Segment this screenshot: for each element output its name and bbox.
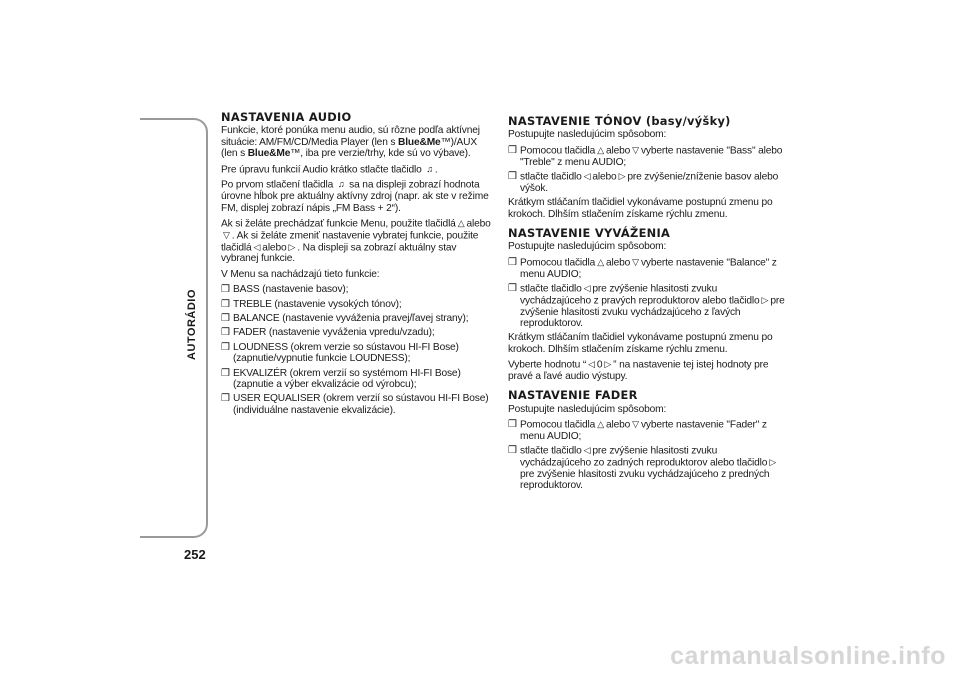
bullet-box-icon: ❒	[508, 256, 517, 268]
bullet-box-icon: ❒	[221, 341, 230, 353]
bullet-box-icon: ❒	[508, 445, 517, 457]
down-triangle-icon: ▽	[632, 419, 639, 430]
list-item: ❒ USER EQUALISER (okrem verzií so sústavou HI-FI Bose) (individuálne nastavenie ekvalizácie).	[221, 393, 489, 416]
list-item: ❒ EKVALIZÉR (okrem verzií so systémom HI-FI Bose) (zapnutie a výber ekvalizácie od výrobcu);	[221, 367, 461, 391]
heading-balance: NASTAVENIE VYVÁŽENIA	[508, 226, 671, 241]
music-note-icon: ♫	[337, 179, 345, 190]
list-item: ❒ stlačte tlačidlo ◁ pre zvýšenie hlasitosti zvuku vychádzajúceho z pravých reproduktorov alebo tlačidlo ▷ pre zvýšenie hlasitosti zvuku vychádzajúceho z ľavých reproduktorov.	[508, 283, 785, 330]
up-triangle-icon: △	[597, 144, 604, 155]
down-triangle-icon: ▽	[223, 229, 230, 240]
heading-audio-settings: NASTAVENIA AUDIO	[221, 110, 352, 124]
left-column	[221, 112, 496, 419]
up-triangle-icon: △	[597, 419, 604, 430]
list-item: ❒ FADER (nastavenie vyváženia vpredu/vzadu);	[221, 327, 435, 339]
paragraph-first-press: Po prvom stlačení tlačidla ♫ sa na displeji zobrazí hodnota úrovne hĺbok pre aktuálny aktívny zdroj (napr. ak ste v režime FM, displej zobrazí nápis „FM Bass + 2“).	[221, 179, 489, 214]
list-item: ❒ Pomocou tlačidla △ alebo ▽ vyberte nastavenie "Bass" alebo "Treble" z menu AUDIO;	[508, 144, 783, 168]
paragraph-note: Krátkym stláčaním tlačidiel vykonávame postupnú zmenu po krokoch. Dlhším stlačením získame rýchlu zmenu.	[508, 332, 773, 355]
list-item: ❒ stlačte tlačidlo ◁ pre zvýšenie hlasitosti zvuku vychádzajúceho zo zadných reproduktorov alebo tlačidlo ▷pre zvýšenie hlasitosti zvuku vychádzajúceho z predných reproduktorov.	[508, 445, 777, 492]
music-note-icon: ♫	[426, 163, 433, 174]
left-triangle-icon: ◁	[583, 445, 591, 456]
paragraph-press-button: Pre úpravu funkcií Audio krátko stlačte tlačidlo ♫ .	[221, 163, 438, 176]
down-triangle-icon: ▽	[632, 256, 639, 267]
up-triangle-icon: △	[457, 218, 465, 229]
bullet-box-icon: ❒	[508, 171, 517, 183]
list-item: ❒ BASS (nastavenie basov);	[221, 284, 349, 296]
right-triangle-icon: ▷	[604, 359, 612, 370]
paragraph-navigate-menu: Ak si želáte prechádzať funkcie Menu, použite tlačidlá △ alebo ▽ . Ak si želáte zmeniť nastavenie vybratej funkcie, použite tlačidlá ◁ alebo ▷ . Na displeji sa zobrazí aktuálny stav vybranej funkcie.	[221, 218, 491, 265]
list-item: ❒ LOUDNESS (okrem verzie so sústavou HI-FI Bose) (zapnutie/vypnutie funkcie LOUDNESS);	[221, 341, 459, 365]
paragraph-audio-intro: Funkcie, ktoré ponúka menu audio, sú rôzne podľa aktívnej situácie: AM/FM/CD/Media Player (len s Blue&Me™)/AUX (len s Blue&Me™, iba pre verzie/trhy, kde sú vo výbave).	[221, 125, 480, 160]
bullet-box-icon: ❒	[221, 367, 230, 379]
paragraph-menu-functions: V Menu sa nachádzajú tieto funkcie:	[221, 268, 380, 280]
bullet-box-icon: ❒	[221, 393, 230, 405]
down-triangle-icon: ▽	[632, 144, 639, 155]
right-triangle-icon: ▷	[761, 294, 769, 305]
paragraph-zero-value: Vyberte hodnotu “ ◁ 0 ▷ ” na nastavenie tej istej hodnoty pre pravé a ľavé audio výstupy.	[508, 359, 769, 383]
paragraph-intro: Postupujte nasledujúcim spôsobom:	[508, 129, 667, 141]
right-triangle-icon: ▷	[288, 241, 296, 252]
bullet-box-icon: ❒	[221, 284, 230, 296]
heading-fader: NASTAVENIE FADER	[508, 388, 638, 403]
bullet-box-icon: ❒	[508, 283, 517, 295]
list-item: ❒ stlačte tlačidlo ◁ alebo ▷ pre zvýšenie/zníženie basov alebo výšok.	[508, 171, 779, 194]
heading-tone-settings: NASTAVENIE TÓNOV (basy/výšky)	[508, 114, 731, 128]
bullet-box-icon: ❒	[221, 313, 230, 325]
paragraph-intro: Postupujte nasledujúcim spôsobom:	[508, 241, 667, 253]
paragraph-note: Krátkym stláčaním tlačidiel vykonávame postupnú zmenu po krokoch. Dlhším stlačením získame rýchlu zmenu.	[508, 197, 773, 220]
bullet-box-icon: ❒	[221, 327, 230, 339]
watermark: carmanualsonline.info	[670, 642, 946, 670]
bullet-box-icon: ❒	[221, 298, 230, 310]
right-column	[508, 116, 788, 495]
list-item: ❒ Pomocou tlačidla △ alebo ▽ vyberte nastavenie "Balance" z menu AUDIO;	[508, 256, 777, 280]
left-triangle-icon: ◁	[583, 283, 591, 294]
up-triangle-icon: △	[597, 256, 604, 267]
page-number: 252	[184, 547, 206, 562]
left-triangle-icon: ◁	[583, 171, 591, 182]
bullet-box-icon: ❒	[508, 419, 517, 431]
list-item: ❒ TREBLE (nastavenie vysokých tónov);	[221, 298, 402, 310]
list-item: ❒ BALANCE (nastavenie vyváženia pravej/ľavej strany);	[221, 313, 469, 325]
bullet-box-icon: ❒	[508, 144, 517, 156]
list-item: ❒ Pomocou tlačidla △ alebo ▽ vyberte nastavenie "Fader" z menu AUDIO;	[508, 419, 767, 443]
paragraph-intro: Postupujte nasledujúcim spôsobom:	[508, 403, 667, 415]
right-triangle-icon: ▷	[769, 457, 777, 468]
right-triangle-icon: ▷	[618, 171, 626, 182]
left-triangle-icon: ◁	[253, 241, 261, 252]
left-triangle-icon: ◁	[588, 359, 595, 370]
section-label: AUTORÁDIO	[186, 289, 198, 360]
